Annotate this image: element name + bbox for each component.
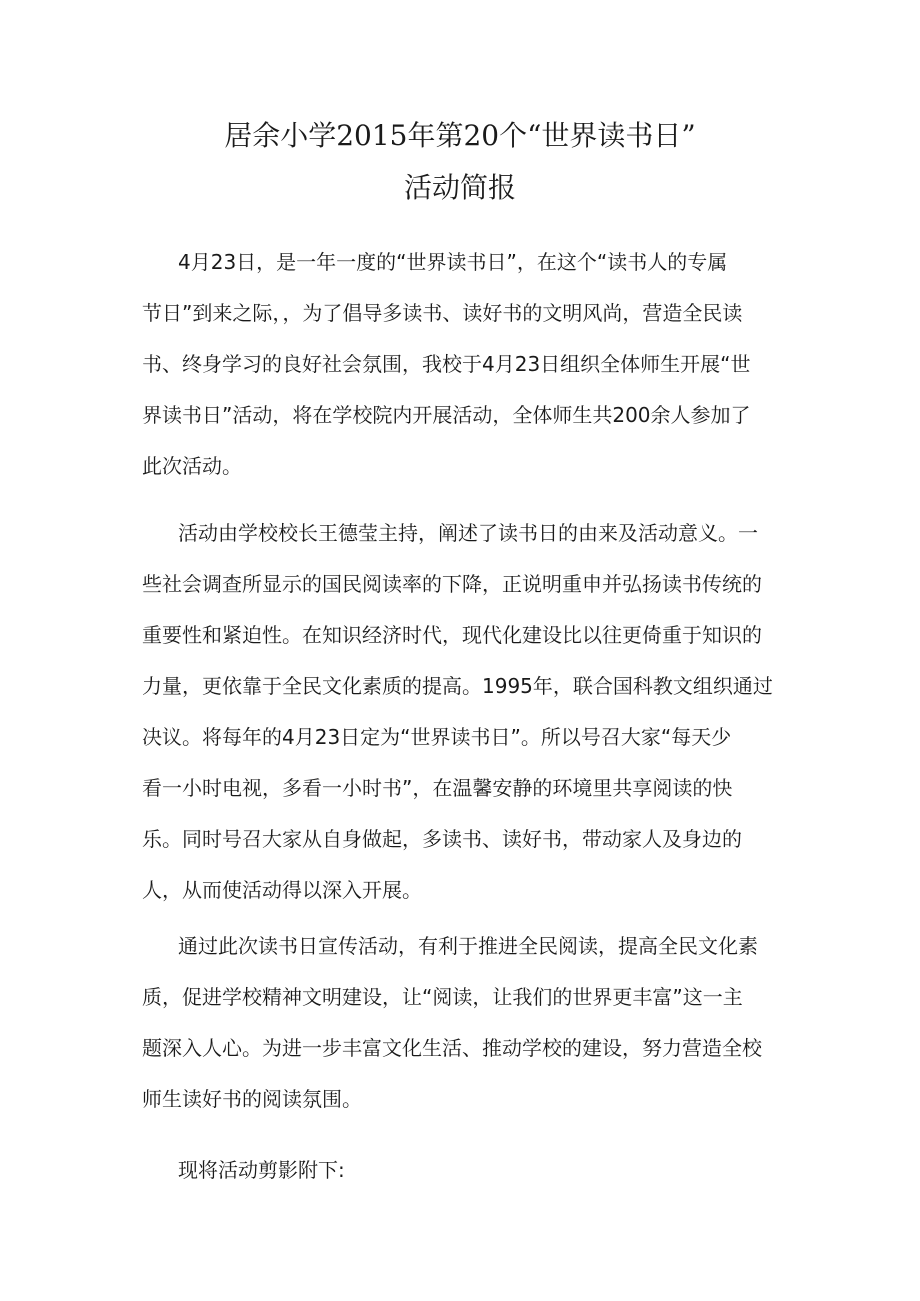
- paragraph-line: 书、终身学习的良好社会氛围，我校于4月23日组织全体师生开展“世: [142, 352, 751, 376]
- paragraph-line: 师生读好书的阅读氛围。: [142, 1087, 362, 1111]
- paragraph-line: 此次活动。: [142, 454, 242, 478]
- paragraph-line: 重要性和紧迫性。在知识经济时代，现代化建设比以往更倚重于知识的: [142, 623, 762, 647]
- paragraph-intro: [142, 237, 792, 492]
- paragraph-line: 界读书日”活动，将在学校院内开展活动，全体师生共200余人参加了: [142, 403, 751, 427]
- document-subtitle: 活动简报: [403, 171, 516, 204]
- paragraph-line: 通过此次读书日宣传活动，有利于推进全民阅读，提高全民文化素: [178, 934, 758, 958]
- paragraph-line: 些社会调查所显示的国民阅读率的下降，正说明重申并弘扬读书传统的: [142, 572, 762, 596]
- paragraph-line: 活动由学校校长王德莹主持，阐述了读书日的由来及活动意义。一: [178, 521, 758, 545]
- paragraph-line: 现将活动剪影附下:: [178, 1158, 345, 1182]
- paragraph-line: 乐。同时号召大家从自身做起，多读书、读好书，带动家人及身边的: [142, 827, 742, 851]
- paragraph-line: 决议。将每年的4月23日定为“世界读书日”。所以号召大家“每天少: [142, 725, 732, 749]
- paragraph-activity: [142, 508, 792, 916]
- paragraph-line: 节日”到来之际，，为了倡导多读书、读好书的文明风尚，营造全民读: [142, 301, 743, 325]
- paragraph-photos-note: [142, 1145, 792, 1196]
- paragraph-line: 力量，更依靠于全民文化素质的提高。1995年，联合国科教文组织通过: [142, 674, 773, 698]
- paragraph-line: 人，从而使活动得以深入开展。: [142, 878, 422, 902]
- paragraph-line: 题深入人心。为进一步丰富文化生活、推动学校的建设，努力营造全校: [142, 1036, 762, 1060]
- paragraph-line: 4月23日，是一年一度的“世界读书日”，在这个“读书人的专属: [178, 250, 728, 274]
- document-title: 居余小学2015年第20个“世界读书日”: [224, 119, 696, 152]
- paragraph-line: 质，促进学校精神文明建设，让“阅读，让我们的世界更丰富”这一主: [142, 985, 743, 1009]
- paragraph-line: 看一小时电视，多看一小时书”，在温馨安静的环境里共享阅读的快: [142, 776, 733, 800]
- paragraph-significance: [142, 921, 792, 1125]
